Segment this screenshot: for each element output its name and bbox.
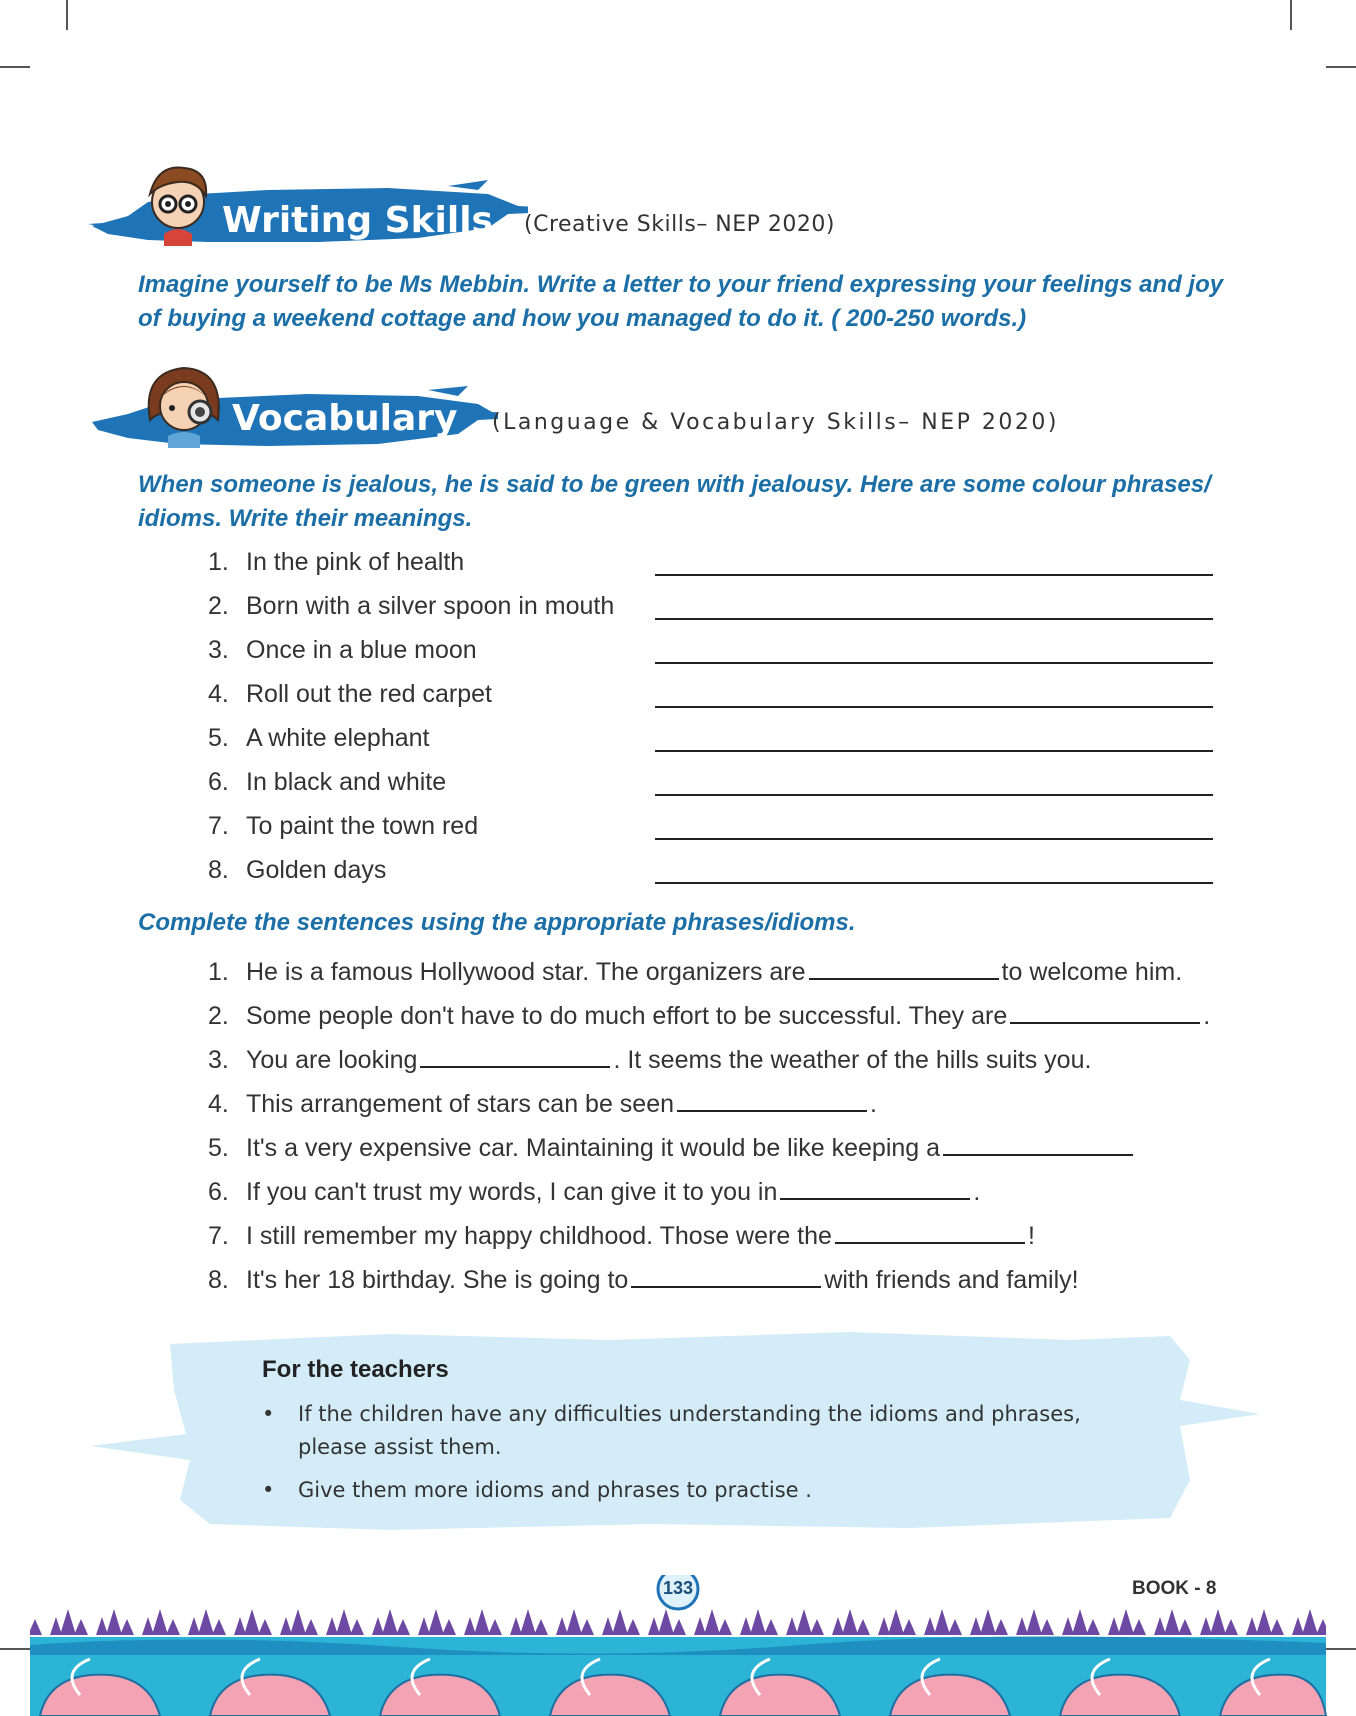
sentence-item: 7. I still remember my happy childhood. Those were the ! <box>208 1218 1035 1251</box>
crop-mark <box>66 0 68 30</box>
sentence-item: 4. This arrangement of stars can be seen . <box>208 1086 877 1119</box>
teachers-bullet: • If the children have any difficulties understanding the idioms and phrases, please assist them. <box>262 1398 1122 1464</box>
crop-mark <box>0 66 30 68</box>
answer-line[interactable] <box>655 662 1213 664</box>
answer-line[interactable] <box>655 750 1213 752</box>
teachers-bullet: • Give them more idioms and phrases to practise . <box>262 1474 1122 1507</box>
bullet-icon: • <box>262 1402 275 1426</box>
complete-instruction: Complete the sentences using the appropriate phrases/idioms. <box>138 909 856 936</box>
blank-field[interactable] <box>1010 998 1200 1024</box>
sentence-item: 6. If you can't trust my words, I can give it to you in . <box>208 1174 980 1207</box>
idiom-item: 2. Born with a silver spoon in mouth <box>208 592 615 620</box>
idiom-item: 1. In the pink of health <box>208 548 465 576</box>
sentence-item: 2. Some people don't have to do much effort to be successful. They are . <box>208 998 1210 1031</box>
blank-field[interactable] <box>677 1086 867 1112</box>
blank-field[interactable] <box>835 1218 1025 1244</box>
answer-line[interactable] <box>655 618 1213 620</box>
blank-field[interactable] <box>943 1130 1133 1156</box>
sentence-item: 3. You are looking . It seems the weather of the hills suits you. <box>208 1042 1091 1075</box>
idiom-item: 4. Roll out the red carpet <box>208 680 492 708</box>
blank-field[interactable] <box>631 1262 821 1288</box>
idiom-item: 6. In black and white <box>208 768 447 796</box>
teachers-heading: For the teachers <box>262 1356 449 1383</box>
vocabulary-subtitle: (Language & Vocabulary Skills– NEP 2020) <box>492 410 1059 435</box>
writing-skills-title: Writing Skills <box>222 200 493 241</box>
blank-field[interactable] <box>420 1042 610 1068</box>
writing-instruction: Imagine yourself to be Ms Mebbin. Write a letter to your friend expressing your feelings and joy of buying a weekend cottage and how you managed to do it. ( 200-250 words.) <box>138 271 1224 332</box>
crop-mark <box>1326 66 1356 68</box>
bullet-icon: • <box>262 1478 275 1502</box>
blank-field[interactable] <box>809 954 999 980</box>
idiom-item: 3. Once in a blue moon <box>208 636 477 664</box>
book-label: BOOK - 8 <box>1132 1578 1217 1599</box>
answer-line[interactable] <box>655 794 1213 796</box>
answer-line[interactable] <box>655 882 1213 884</box>
crop-mark <box>1290 0 1292 30</box>
vocabulary-title: Vocabulary <box>232 398 458 439</box>
sentence-item: 8. It's her 18 birthday. She is going to with friends and family! <box>208 1262 1079 1295</box>
answer-line[interactable] <box>655 706 1213 708</box>
writing-skills-subtitle: (Creative Skills– NEP 2020) <box>524 212 835 237</box>
answer-line[interactable] <box>655 838 1213 840</box>
page-number: 133 <box>662 1578 694 1598</box>
blank-field[interactable] <box>780 1174 970 1200</box>
sentence-item: 1. He is a famous Hollywood star. The organizers are to welcome him. <box>208 954 1182 987</box>
answer-line[interactable] <box>655 574 1213 576</box>
idiom-item: 8. Golden days <box>208 856 387 884</box>
idiom-item: 5. A white elephant <box>208 724 430 752</box>
vocabulary-instruction: When someone is jealous, he is said to be green with jealousy. Here are some colour phrases/ idioms. Write their meanings. <box>138 471 1211 532</box>
idiom-item: 7. To paint the town red <box>208 812 479 840</box>
sentence-item: 5. It's a very expensive car. Maintaining it would be like keeping a <box>208 1130 1136 1163</box>
